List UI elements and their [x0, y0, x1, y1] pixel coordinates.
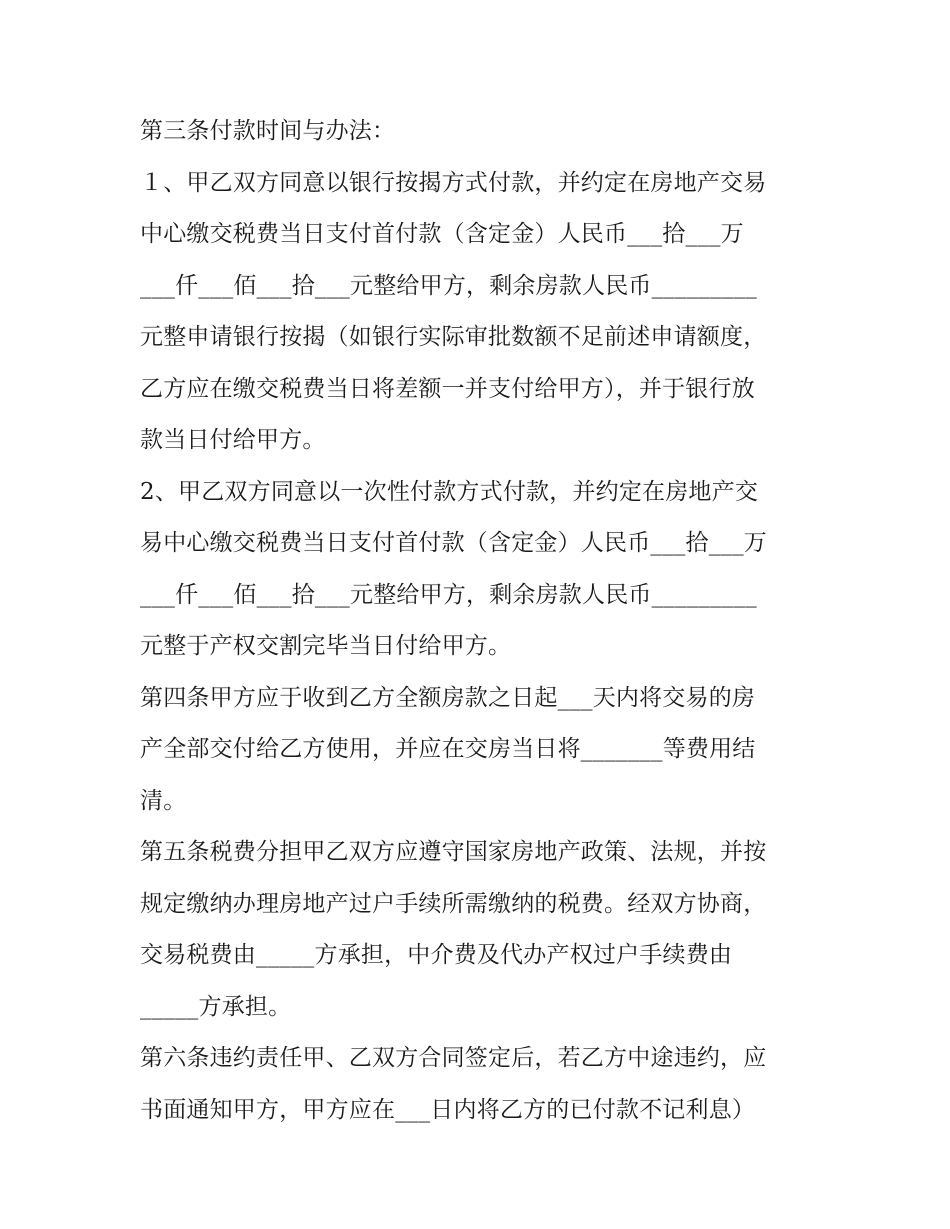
text-line: 清。: [140, 787, 187, 814]
text-line: 产全部交付给乙方使用，并应在交房当日将_______等费用结: [140, 736, 756, 762]
text-line: 第四条甲方应于收到乙方全额房款之日起___天内将交易的房: [140, 684, 756, 711]
text-line: 中心缴交税费当日支付首付款（含定金）人民币___拾___万: [140, 221, 744, 247]
text-line: １、甲乙双方同意以银行按揭方式付款，并约定在房地产交易: [140, 169, 767, 196]
text-line: 元整于产权交割完毕当日付给甲方。: [140, 633, 512, 659]
text-line: ___仟___佰___拾___元整给甲方，剩余房款人民币_________: [140, 272, 757, 299]
text-line: 交易税费由_____方承担，中介费及代办产权过户手续费由: [140, 942, 733, 968]
text-line: 2、甲乙双方同意以一次性付款方式付款，并约定在房地产交: [140, 478, 759, 505]
text-line: ___仟___佰___拾___元整给甲方，剩余房款人民币_________: [140, 581, 757, 608]
contract-text: [140, 106, 820, 1136]
text-line: 元整申请银行按揭（如银行实际审批数额不足前述申请额度，: [140, 324, 767, 350]
text-line: 乙方应在缴交税费当日将差额一并支付给甲方），并于银行放: [140, 375, 755, 402]
text-line: 第三条付款时间与办法：: [140, 118, 396, 144]
text-line: 书面通知甲方，甲方应在___日内将乙方的已付款不记利息）: [140, 1096, 756, 1123]
text-line: 第五条税费分担甲乙双方应遵守国家房地产政策、法规，并按: [140, 839, 767, 865]
text-line: 第六条违约责任甲、乙双方合同签定后，若乙方中途违约，应: [140, 1045, 767, 1071]
text-line: _____方承担。: [140, 993, 292, 1020]
text-line: 款当日付给甲方。: [140, 427, 326, 453]
text-line: 易中心缴交税费当日支付首付款（含定金）人民币___拾___万: [140, 530, 767, 556]
text-line: 规定缴纳办理房地产过户手续所需缴纳的税费。经双方协商，: [140, 890, 767, 917]
